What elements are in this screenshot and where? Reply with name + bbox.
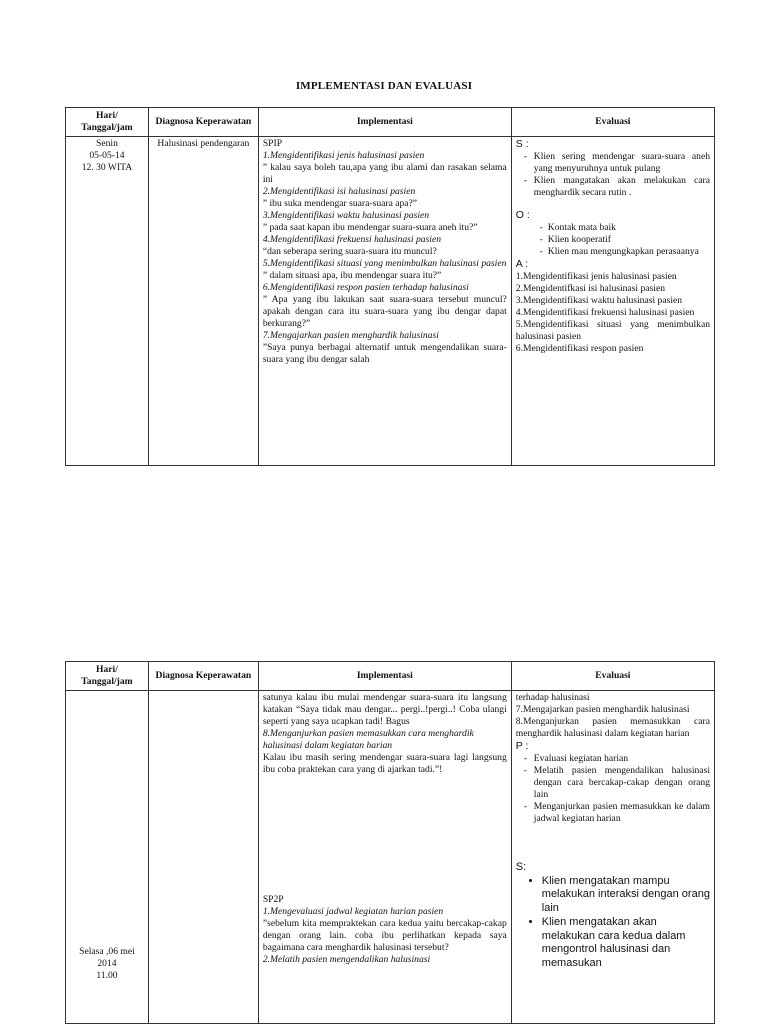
implementation-line: 2.Melatih pasien mengendalikan halusinasi — [262, 953, 431, 965]
implementation-line: SP2P — [262, 893, 284, 905]
eval-a-item: 1.Mengidentifikasi jenis halusinasi pasien — [515, 271, 677, 283]
implementation-line: SPIP — [262, 138, 283, 149]
header-implementation: Implementasi — [258, 108, 511, 137]
eval-s-list — [516, 151, 710, 199]
implementation-cell — [258, 137, 511, 466]
time2-text: 11.00 — [96, 969, 118, 981]
header-evaluation: Evaluasi — [511, 108, 714, 137]
diagnosis-cell — [148, 137, 258, 466]
eval-o-item: - Klien kooperatif — [540, 234, 710, 246]
header-day: Hari/ Tanggal/jam — [66, 108, 149, 137]
implementation-line: ”sebelum kita mempraktekan cara kedua yaitu bercakap-cakap dengan orang lain. coba ibu perlihatkan kepada saya bagaimana cara menghardik halusinasi tersebut? — [262, 917, 507, 953]
eval-s-item: - Klien sering mendengar suara-suara aneh yang menyuruhnya untuk pulang — [522, 151, 710, 175]
implementation-line: 1.Mengidentifikasi jenis halusinasi pasien — [262, 149, 425, 161]
evaluation-content — [516, 138, 710, 464]
implementation-table-1 — [65, 107, 715, 466]
eval-a-label: A : — [515, 258, 529, 271]
header-implementation: Implementasi — [258, 662, 511, 691]
header-diagnosis: Diagnosa Keperawatan — [148, 108, 258, 137]
day-text: Senin — [96, 138, 118, 149]
eval-p-label: P : — [515, 739, 529, 752]
header-evaluation: Evaluasi — [511, 662, 714, 691]
eval-o-label: O : — [515, 209, 530, 222]
eval2-s-item: • Klien mengatakan akan melakukan cara kedua dalam mengontrol halusinasi dan memasukan — [542, 916, 710, 971]
eval-o-item: - Klien mau mengungkapkan perasaanya — [540, 246, 710, 258]
eval2-s-list — [516, 875, 710, 971]
eval-o-list — [516, 222, 710, 258]
header-diagnosis: Diagnosa Keperawatan — [148, 662, 258, 691]
implementation-line: ” ibu suka mendengar suara-suara apa?” — [262, 197, 418, 209]
eval-a-item: 4.Mengidentifikasi frekuensi halusinasi pasien — [515, 307, 695, 319]
day2-text: Selasa ,06 mei 2014 — [79, 946, 135, 969]
evaluation-cell — [511, 137, 714, 466]
eval-a-item: 6.Mengidentifikasi respon pasien — [515, 343, 644, 355]
implementation-line: “dan seberapa sering suara-suara itu muncul? — [262, 245, 437, 257]
date-text: 05-05-14 — [89, 149, 125, 161]
eval-p-list — [516, 753, 710, 825]
eval-p-item: - Melatih pasien mengendalikan halusinasi dengan cara bercakap-cakap dengan orang lain — [522, 765, 710, 801]
eval-s-item: - Klien mangatakan akan melakukan cara menghardik secara rutin . — [522, 175, 710, 199]
evaluation-cell — [511, 691, 714, 1024]
time-text: 12. 30 WITA — [81, 161, 133, 173]
eval-o-item: - Kontak mata baik — [540, 222, 710, 234]
table-header-row — [66, 108, 715, 137]
eval-a-list — [516, 271, 710, 355]
eval-continued-item: 8.Menganjurkan pasien memasukkan cara menghardik halusinasi dalam kegiatan harian — [515, 715, 710, 739]
header-day: Hari/ Tanggal/jam — [66, 662, 149, 691]
eval2-s-label: S: — [515, 860, 527, 873]
implementation-line: Kalau ibu masih sering mendengar suara-suara lagi langsung ibu coba praktekan cara yang di ajarkan tadi.”! — [262, 751, 507, 775]
implementation-line: 3.Mengidentifikasi waktu halusinasi pasien — [262, 209, 430, 221]
eval2-s-item: • Klien mengatakan mampu melakukan interaksi dengan orang lain — [542, 875, 710, 916]
diagnosis-text: Halusinasi pendengaran — [157, 138, 250, 149]
table-row — [66, 137, 715, 466]
implementation-line: ” pada saat kapan ibu mendengar suara-suara aneh itu?” — [262, 221, 478, 233]
implementation-line: ” Apa yang ibu lakukan saat suara-suara tersebut muncul? apakah dengan cara itu suara-suara yang ibu dengar dapat berkurang?” — [262, 293, 507, 329]
evaluation-content — [516, 692, 710, 1022]
implementation-line: 5.Mengidentifikasi situasi yang menimbulkan halusinasi pasien — [262, 257, 507, 269]
document-title: IMPLEMENTASI DAN EVALUASI — [295, 80, 473, 92]
eval-a-item: 2.Mengidentifkasi isi halusinasi pasien — [515, 283, 665, 295]
eval-continued-item: terhadap halusinasi — [515, 692, 590, 703]
diagnosis-cell — [148, 691, 258, 1024]
eval-a-item: 3.Mengidentifikasi waktu halusinasi pasien — [515, 295, 683, 307]
day-cell — [66, 137, 149, 466]
eval-continued — [516, 692, 710, 740]
implementation-line: 6.Mengidentifikasi respon pasien terhadap halusinasi — [262, 281, 469, 293]
day-cell — [66, 691, 149, 1024]
eval-continued-item: 7.Mengajarkan pasien menghardik halusinasi — [515, 703, 690, 715]
implementation-line: 4.Mengidentifikasi frekuensi halusinasi pasien — [262, 233, 442, 245]
implementation-cell — [258, 691, 511, 1024]
implementation-sp2p — [263, 894, 507, 966]
implementation-line: satunya kalau ibu mulai mendengar suara-suara itu langsung katakan “Saya tidak mau dengar... pergi..!pergi..! Coba ulangi seperti yang saya ucapkan tadi! Bagus — [262, 692, 507, 727]
implementation-line: ” kalau saya boleh tau,apa yang ibu alami dan rasakan selama ini — [262, 161, 507, 185]
implementation-content — [263, 692, 507, 1022]
eval-a-item: 5.Mengidentifikasi situasi yang menimbulkan halusinasi pasien — [515, 319, 710, 343]
implementation-line: ” dalam situasi apa, ibu mendengar suara itu?” — [262, 269, 442, 281]
table-header-row — [66, 662, 715, 691]
implementation-list — [263, 138, 507, 464]
implementation-line: 1.Mengevaluasi jadwal kegiatan harian pasien — [262, 905, 444, 917]
implementation-line: ”Saya punya berbagai alternatif untuk mengendalikan suara-suara yang ibu dengar salah — [262, 341, 507, 365]
implementation-line: 8.Menganjurkan pasien memasukkan cara menghardik halusinasi dalam kegiatan harian — [262, 727, 474, 751]
eval-p-item: - Menganjurkan pasien memasukkan ke dalam jadwal kegiatan harian — [522, 801, 710, 825]
table-row — [66, 691, 715, 1024]
implementation-line: 2.Mengidentifikasi isi halusinasi pasien — [262, 185, 416, 197]
eval-p-item: - Evaluasi kegiatan harian — [522, 753, 710, 765]
eval-s-label: S : — [515, 138, 529, 150]
implementation-table-2 — [65, 661, 715, 1024]
implementation-continued — [263, 692, 507, 776]
implementation-line: 7.Mengajarkan pasien menghardik halusinasi — [262, 329, 439, 341]
